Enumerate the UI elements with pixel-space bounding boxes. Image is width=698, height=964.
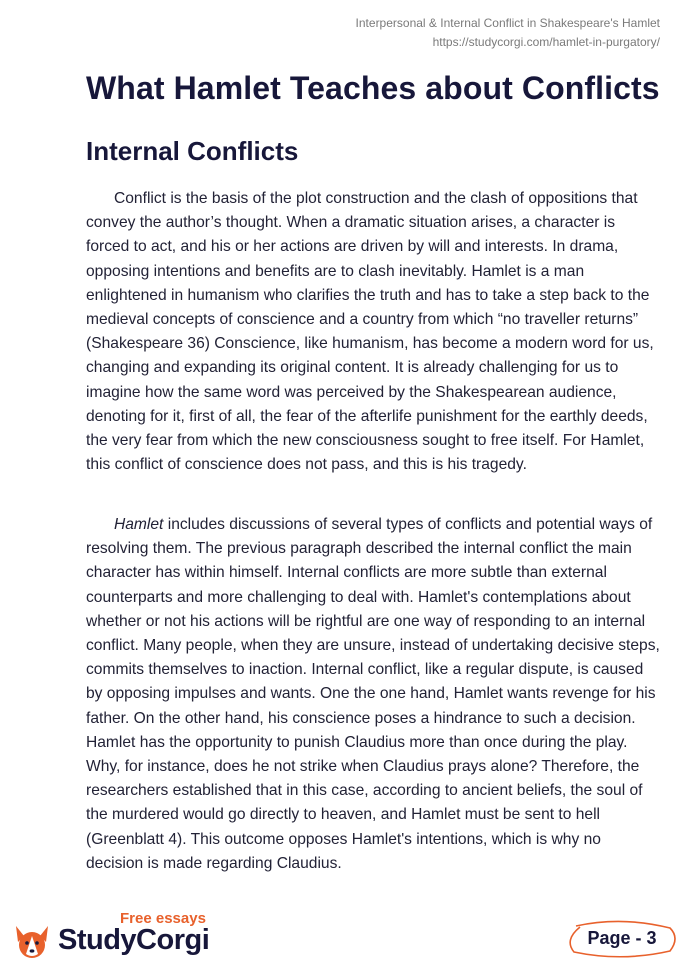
- source-url[interactable]: https://studycorgi.com/hamlet-in-purgatory/: [432, 35, 660, 49]
- play-title: Hamlet: [114, 516, 164, 533]
- document-title: Interpersonal & Internal Conflict in Shakespeare's Hamlet: [355, 16, 660, 30]
- page-number-badge: [566, 918, 678, 960]
- studycorgi-logo[interactable]: [12, 910, 232, 958]
- corgi-logo-icon: [12, 920, 52, 960]
- paragraph-2-text: [86, 513, 660, 876]
- logo-tagline: Free essays: [120, 910, 206, 927]
- paragraph-2-rest: includes discussions of several types of conflicts and potential ways of resolving them. The previous paragraph described the internal conflict the main character has within himself. Internal conflicts are more subtle than external counterparts and more challenging to deal with. Hamlet's contemplations about whether or not his actions will be rightful are one way of responding to an internal conflict. Many people, when they are unsure, instead of undertaking decisive steps, commits themselves to inaction. Internal conflict, like a regular dispute, is caused by opposing impulses and wants. One the one hand, Hamlet wants revenge for his father. On the other hand, his conscience poses a hindrance to such a decision. Hamlet has the opportunity to punish Claudius more than once during the play. Why, for instance, does he not strike when Claudius prays alone? Therefore, the researchers established that in this case, according to ancient beliefs, the soul of the murdered would go directly to heaven, and Hamlet must be sent to hell (Greenblatt 4). This outcome opposes Hamlet's intentions, which is why no decision is made regarding Claudius.: [86, 516, 660, 872]
- page-number-label: Page - 3: [587, 928, 657, 948]
- page-title: What Hamlet Teaches about Conflicts: [86, 70, 660, 106]
- paragraph-1: [86, 187, 660, 477]
- paragraph-1-text: Conflict is the basis of the plot construction and the clash of oppositions that convey the author’s thought. When a dramatic situation arises, a character is forced to act, and his or her actions are driven by will and interests. In drama, opposing intentions and benefits are to clash inevitably. Hamlet is a man enlightened in humanism who clarifies the truth and has to take a step back to the medieval concepts of conscience and a country from which “no traveller returns” (Shakespeare 36) Conscience, like humanism, has become a modern word for us, changing and expanding its original content. It is already challenging for us to imagine how the same word was perceived by the Shakespearean audience, denoting for it, first of all, the fear of the afterlife punishment for the earthly deeds, the very fear from which the new consciousness sought to free itself. For Hamlet, this conflict of conscience does not pass, and this is his tragedy.: [86, 190, 654, 474]
- paragraph-2: [86, 513, 660, 876]
- logo-brand-name: StudyCorgi: [58, 924, 210, 956]
- page-header: [356, 14, 660, 52]
- section-heading: Internal Conflicts: [86, 136, 299, 166]
